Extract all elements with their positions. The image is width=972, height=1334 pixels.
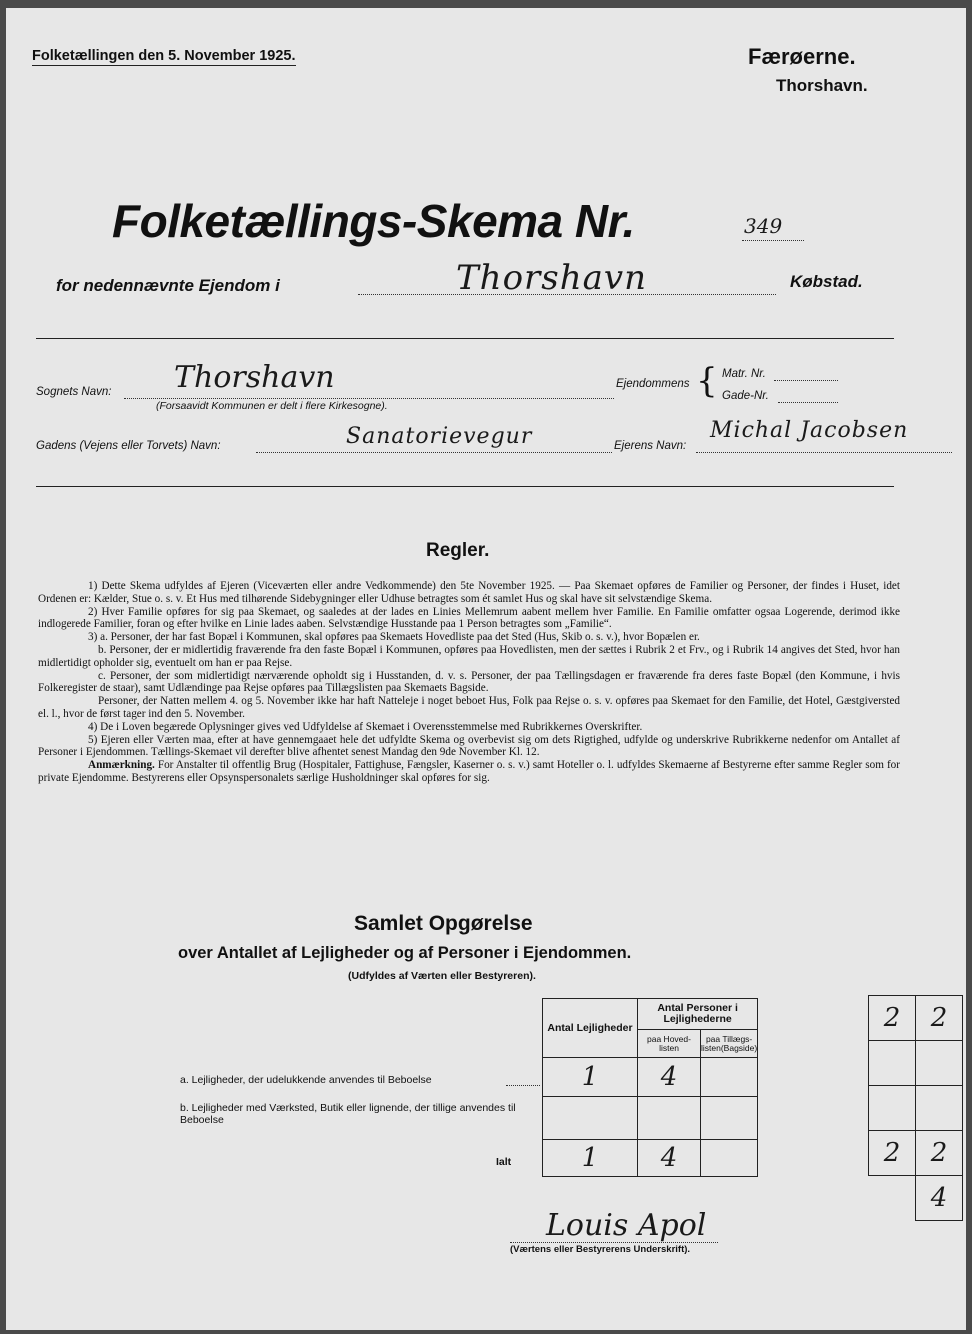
col-persons-header: Antal Personer i Lejlighederne [638,999,758,1030]
census-date: Folketællingen den 5. November 1925. [32,48,296,64]
form-number: 349 [744,214,783,238]
rule-3d: Personer, der Natten mellem 4. og 5. November ikke har haft Natteleje i noget beboet Hus, Folk paa Rejse o. s. v. opføres paa Skemaet for den Familie, det Hotel, Gæstgiversted el. l., hvor de først tager ind den 5. November. [38,695,900,720]
rule-2: 2) Hver Familie opføres for sig paa Skemaet, og saaledes at der lades en Linies Mellemrum aabent mellem hver Familie. En Familie omfatter ogsaa Logerende, derimod ikke indlogerede Familier, foran og efter hvilke en Linie lades aaben. Selvstændige Husstande paa 1 Person betragtes som „Familie“. [38,605,900,631]
a-apartments [543,1058,638,1097]
tally-r3c1 [869,1086,916,1131]
rule-5: 5) Ejeren eller Værten maa, efter at have gennemgaaet hele det udfyldte Skema og overbevist sig om dets Rigtighed, udfylde og underskrive Rubrikkerne nedenfor om Antallet af Personer i Ejendommen. Tællings-Skemaet vil derefter blive afhentet senest Mandag den 9de November Kl. 12. [38,733,900,759]
summary-title: Samlet Opgørelse [354,912,533,935]
a-supp [701,1058,758,1097]
b-apartments [543,1097,638,1140]
signature: Louis Apol [546,1208,707,1243]
street-value: Sanatorievegur [346,424,533,449]
region: Færøerne. [748,44,856,69]
gade-label: Gade-Nr. [722,390,769,402]
row-a-label: a. Lejligheder, der udelukkende anvendes til Beboelse [180,1074,432,1086]
matr-label: Matr. Nr. [722,368,766,380]
col-supp-header: paa Tillægs-listen(Bagside) [701,1030,758,1058]
census-form [6,8,966,1330]
row-b-label: b. Lejligheder med Værksted, Butik eller lignende, der tillige anvendes til Beboelse [180,1102,516,1126]
rule-3b: b. Personer, der er midlertidig fraværende fra den faste Bopæl i Kommunen, opføres paa Hovedlisten, men der sættes i Rubrik 2 et Frv., og i Rubrik 14 angives det Sted, hvor han midlertidigt opholder sig, eventuelt om han er paa Rejse. [38,643,900,669]
tally-r3c2 [916,1086,963,1131]
rules-text [38,580,900,785]
tally-r4c1 [869,1131,916,1176]
form-title: Folketællings-Skema Nr. [112,195,635,247]
property-town: Thorshavn [456,258,648,298]
a-main [638,1058,701,1097]
tally-r1c2 [916,996,963,1041]
summary-subtitle: over Antallet af Lejligheder og af Personer i Ejendommen. [178,944,632,962]
tally-r4c2-value: 2 [930,1138,948,1168]
row-total-label: Ialt [496,1156,512,1168]
total-supp [701,1140,758,1177]
rule-3c: c. Personer, der som midlertidigt nærværende opholdt sig i Husstanden, d. v. s. Personer, der paa Tællingsdagen er fraværende fra deres faste Bopæl (den Kommune, i hvis Folkeregister de staar), samt Udlændinge paa Rejse opføres paa Tillægslisten paa Skemaets Bagside. [38,669,900,695]
parish-note: (Forsaavidt Kommunen er delt i flere Kirkesogne). [156,400,388,412]
tally-r5c2 [916,1176,963,1221]
tally-r1c1-value: 2 [883,1003,901,1033]
rule-3a: 3) a. Personer, der har fast Bopæl i Kommunen, skal opføres paa Skemaets Hovedliste paa det Sted (Hus, Skib o. s. v.), hvor Bopælen er. [88,631,700,644]
side-tally-grid [868,995,963,1221]
property-brace: { [696,361,718,401]
a-main-value: 4 [660,1062,678,1092]
b-supp [701,1097,758,1140]
total-apartments [543,1140,638,1177]
parish-label: Sognets Navn: [36,386,112,398]
col-main-header: paa Hoved-listen [638,1030,701,1058]
tally-r2c1 [869,1041,916,1086]
rules-title: Regler. [426,540,490,561]
tally-r4c2 [916,1131,963,1176]
town: Thorshavn. [776,76,868,95]
property-prefix: for nedennævnte Ejendom i [56,276,280,295]
note-text: For Anstalter til offentlig Brug (Hospitaler, Fattighuse, Fængsler, Kaserner o. s. v.) samt Hoteller o. l. udfyldes Skemaerne af Bestyrerne efter samme Regler som for private Ejendomme. Bestyrerens eller Opsynspersonalets særlige Husholdninger skal opføres for sig. [38,759,900,784]
summary-table [542,998,758,1177]
b-main [638,1097,701,1140]
tally-r2c2 [916,1041,963,1086]
street-label: Gadens (Vejens eller Torvets) Navn: [36,440,221,452]
parish-value: Thorshavn [174,360,335,395]
tally-r4c1-value: 2 [883,1138,901,1168]
total-apartments-value: 1 [581,1143,599,1173]
property-suffix: Købstad. [790,272,863,291]
tally-r5c2-value: 4 [930,1183,948,1213]
total-main-value: 4 [660,1143,678,1173]
owner-value: Michal Jacobsen [710,418,909,443]
note-label: Anmærkning. [88,759,155,772]
col-apartments-header: Antal Lejligheder [543,999,638,1058]
tally-r1c2-value: 2 [930,1003,948,1033]
signature-label: (Værtens eller Bestyrerens Underskrift). [510,1244,691,1255]
total-main [638,1140,701,1177]
tally-r5c1 [869,1176,916,1221]
property-label: Ejendommens [616,378,690,390]
rule-note [38,759,900,785]
a-apartments-value: 1 [581,1062,599,1092]
rule-1: 1) Dette Skema udfyldes af Ejeren (Viceværten eller andre Vedkommende) den 5te November 1925. — Paa Skemaet opføres de Familier og Personer, der findes i Huset, idet Ordenen er: Kælder, Stue o. s. v. Et Hus med tilhørende Sidebygninger eller Udhuse betragtes som ét samlet Hus og skal have sit selvstændige Skema. [38,580,900,605]
summary-note: (Udfyldes af Værten eller Bestyreren). [348,970,536,982]
tally-r1c1 [869,996,916,1041]
owner-label: Ejerens Navn: [614,440,687,452]
rule-4: 4) De i Loven begærede Oplysninger gives ved Udfyldelse af Skemaet i Overensstemmelse med Rubrikkernes Overskrifter. [88,720,643,733]
